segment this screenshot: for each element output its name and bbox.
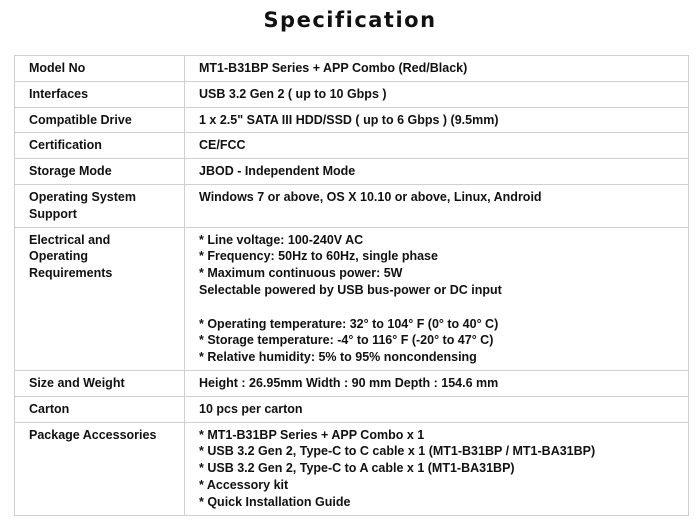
spec-label-cell bbox=[15, 422, 185, 515]
spec-label-cell bbox=[15, 159, 185, 185]
spec-value-cell bbox=[185, 81, 689, 107]
spec-label: Model No bbox=[29, 61, 86, 75]
spec-label: Electrical and bbox=[29, 232, 111, 247]
spec-value: Windows 7 or above, OS X 10.10 or above, Linux, Android bbox=[199, 189, 542, 204]
spec-value: * USB 3.2 Gen 2, Type-C to A cable x 1 (MT1-BA31BP) bbox=[199, 461, 515, 476]
spec-label: Certification bbox=[29, 138, 102, 153]
specification-table bbox=[14, 55, 689, 516]
spec-label: Package Accessories bbox=[29, 427, 157, 442]
spec-value: MT1-B31BP Series + APP Combo (Red/Black) bbox=[199, 61, 468, 75]
spec-value-cell bbox=[185, 107, 689, 133]
spec-value: * Operating temperature: 32° to 104° F (0° to 40° C) bbox=[199, 316, 499, 331]
specification-table-body bbox=[15, 56, 689, 516]
spec-row bbox=[15, 184, 689, 227]
spec-value: 10 pcs per carton bbox=[199, 401, 303, 416]
spec-value: * Line voltage: 100-240V AC bbox=[199, 232, 364, 247]
spec-label: Operating System bbox=[29, 189, 136, 204]
spec-label-cell bbox=[15, 56, 185, 82]
spec-label-cell bbox=[15, 133, 185, 159]
spec-value: JBOD - Independent Mode bbox=[199, 164, 356, 179]
spec-value: * USB 3.2 Gen 2, Type-C to C cable x 1 (MT1-B31BP / MT1-BA31BP) bbox=[199, 444, 596, 459]
spec-label: Requirements bbox=[29, 266, 113, 281]
spec-row bbox=[15, 227, 689, 370]
spec-label-cell bbox=[15, 107, 185, 133]
spec-label-cell bbox=[15, 370, 185, 396]
spec-row bbox=[15, 133, 689, 159]
spec-value-cell bbox=[185, 56, 689, 82]
spec-row bbox=[15, 56, 689, 82]
spec-label: Support bbox=[29, 206, 77, 221]
spec-value-cell bbox=[185, 133, 689, 159]
spec-row bbox=[15, 159, 689, 185]
spec-label-cell bbox=[15, 396, 185, 422]
spec-value-cell bbox=[185, 370, 689, 396]
spec-value-cell bbox=[185, 396, 689, 422]
spec-label-cell bbox=[15, 227, 185, 370]
spec-label: Interfaces bbox=[29, 86, 89, 101]
spec-value-spacer bbox=[199, 299, 678, 316]
spec-value: * Frequency: 50Hz to 60Hz, single phase bbox=[199, 249, 438, 264]
spec-value: * Relative humidity: 5% to 95% noncondensing bbox=[199, 350, 477, 365]
spec-row bbox=[15, 107, 689, 133]
spec-value: CE/FCC bbox=[199, 138, 246, 153]
spec-label: Carton bbox=[29, 401, 70, 416]
spec-value-cell bbox=[185, 184, 689, 227]
spec-label-cell bbox=[15, 184, 185, 227]
spec-label: Storage Mode bbox=[29, 164, 112, 179]
spec-row bbox=[15, 370, 689, 396]
spec-row bbox=[15, 422, 689, 515]
spec-value: * Maximum continuous power: 5W bbox=[199, 266, 403, 281]
spec-row bbox=[15, 396, 689, 422]
spec-label: Size and Weight bbox=[29, 375, 125, 390]
spec-label: Operating bbox=[29, 249, 89, 264]
spec-value-cell bbox=[185, 159, 689, 185]
spec-value-cell bbox=[185, 422, 689, 515]
page-title: Specification bbox=[263, 8, 437, 32]
spec-value: * MT1-B31BP Series + APP Combo x 1 bbox=[199, 427, 425, 442]
spec-value: * Quick Installation Guide bbox=[199, 494, 351, 509]
spec-value: * Accessory kit bbox=[199, 477, 289, 492]
spec-label-cell bbox=[15, 81, 185, 107]
spec-value: Height : 26.95mm Width : 90 mm Depth : 154.6 mm bbox=[199, 375, 499, 390]
spec-row bbox=[15, 81, 689, 107]
spec-value: 1 x 2.5" SATA III HDD/SSD ( up to 6 Gbps ) (9.5mm) bbox=[199, 112, 499, 127]
spec-value-cell bbox=[185, 227, 689, 370]
spec-label: Compatible Drive bbox=[29, 112, 132, 127]
spec-value: * Storage temperature: -4° to 116° F (-20° to 47° C) bbox=[199, 333, 494, 348]
spec-value: Selectable powered by USB bus-power or DC input bbox=[199, 282, 502, 297]
spec-value: USB 3.2 Gen 2 ( up to 10 Gbps ) bbox=[199, 86, 387, 101]
